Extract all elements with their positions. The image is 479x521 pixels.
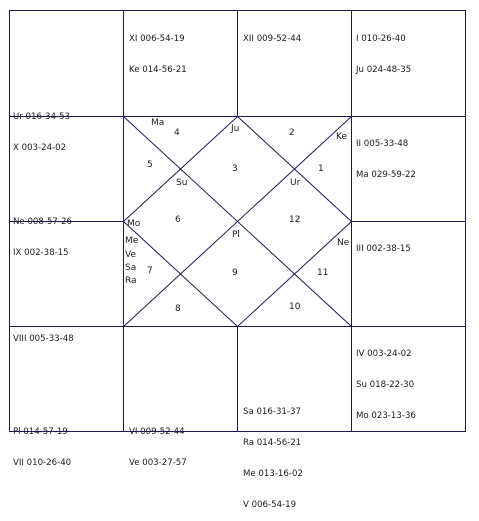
- cell-line: Ma 029-59-22: [356, 170, 416, 181]
- cell-top-3: [243, 13, 301, 55]
- house-number-12: 12: [289, 215, 301, 225]
- planet-ju: Ju: [231, 124, 240, 134]
- cell-line: VI 009-52-44: [129, 426, 185, 437]
- cell-line: Mo 023-13-36: [356, 411, 416, 422]
- cell-line: Ke 014-56-21: [129, 65, 187, 76]
- planet-ma: Ma: [151, 118, 165, 128]
- planet-ur: Ur: [290, 178, 301, 188]
- cell-line: V 006-54-19: [243, 500, 297, 511]
- planet-ve: Ve: [125, 250, 136, 260]
- planet-ke: Ke: [336, 132, 347, 142]
- cell-line: XII 009-52-44: [243, 33, 302, 44]
- cell-left-1: [13, 196, 72, 269]
- house-number-7: 7: [147, 266, 153, 276]
- cell-line: Pl 014-57-19: [13, 426, 68, 437]
- planet-ra: Ra: [125, 276, 137, 286]
- planet-su: Su: [176, 178, 188, 188]
- cell-top-right: [356, 13, 411, 86]
- cell-line: XI 006-54-19: [129, 33, 185, 44]
- cell-top-2: [129, 13, 187, 86]
- cell-line: Ra 014-56-21: [243, 438, 302, 449]
- cell-line: VIII 005-33-48: [13, 333, 74, 344]
- cell-line: Ur 016-34-53: [13, 111, 71, 122]
- house-number-5: 5: [147, 160, 153, 170]
- cell-top-left: [13, 91, 70, 164]
- house-number-11: 11: [317, 268, 329, 278]
- cell-bottom-right: [356, 328, 416, 432]
- house-number-2: 2: [289, 128, 295, 138]
- cell-line: IV 003-24-02: [356, 348, 412, 359]
- house-number-4: 4: [174, 128, 180, 138]
- cell-line: Ne 008-57-26: [13, 216, 72, 227]
- planet-sa: Sa: [125, 263, 137, 273]
- house-number-8: 8: [175, 304, 181, 314]
- planet-pl: Pl: [232, 230, 240, 240]
- cell-line: II 005-33-48: [356, 138, 409, 149]
- planet-ne: Ne: [337, 238, 350, 248]
- cell-line: X 003-24-02: [13, 143, 67, 154]
- cell-line: IX 002-38-15: [13, 248, 69, 259]
- cell-line: Ve 003-27-57: [129, 458, 187, 469]
- cell-bottom-2: [129, 406, 187, 479]
- cell-right-2: [356, 223, 411, 265]
- cell-bottom-left: [13, 406, 71, 479]
- cell-line: Sa 016-31-37: [243, 406, 301, 417]
- planet-mo: Mo: [127, 219, 141, 229]
- cell-line: Me 013-16-02: [243, 469, 303, 480]
- cell-line: VII 010-26-40: [13, 458, 72, 469]
- cell-line: Ju 024-48-35: [356, 65, 412, 76]
- house-number-9: 9: [232, 268, 238, 278]
- house-number-3: 3: [232, 164, 238, 174]
- cell-left-2: [13, 313, 74, 355]
- cell-line: Su 018-22-30: [356, 380, 415, 391]
- cell-bottom-3: [243, 386, 303, 521]
- planet-me: Me: [125, 236, 139, 246]
- house-number-10: 10: [289, 302, 301, 312]
- cell-line: III 002-38-15: [356, 243, 411, 254]
- house-number-6: 6: [175, 215, 181, 225]
- house-number-1: 1: [318, 164, 324, 174]
- cell-line: I 010-26-40: [356, 33, 406, 44]
- cell-right-1: [356, 118, 416, 191]
